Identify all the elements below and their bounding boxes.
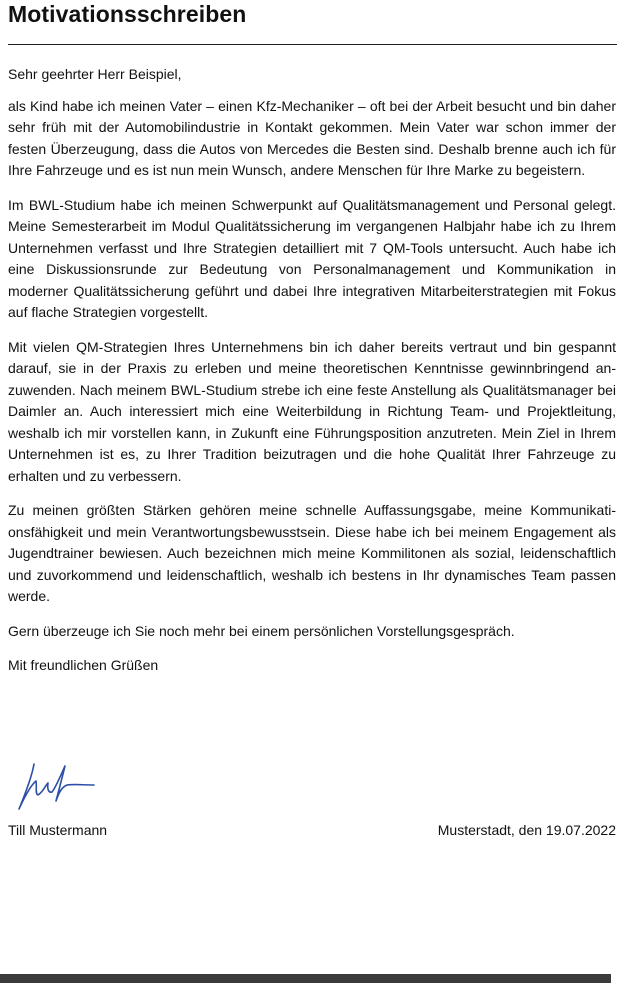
signature-image: [12, 752, 104, 814]
letter-body: [8, 64, 616, 677]
signature-stroke: [19, 764, 94, 809]
paragraph-4: Zu meinen größten Stärken gehören meine schnelle Auffassungsgabe, meine Kommunikationsfähigkeit und mein Verantwortungsbewusstsein. Diese habe ich bei meinem Engagement als Jugendtrainer bewiesen. Auch bezeichnen mich meine Kommilitonen als sozial, leidenschaftlich und zuvorkommend und leidenschaftlich, weshalb ich bestens in Ihr dynamisches Team passen werde.: [8, 502, 616, 604]
paragraph-5: Gern überzeuge ich Sie noch mehr bei einem persönlichen Vorstellungsgespräch.: [8, 622, 515, 639]
paragraph-1: als Kind habe ich meinen Vater – einen Kfz-Mechaniker – oft bei der Arbeit besucht und bin daher sehr früh mit der Automobilindustrie in Kontakt gekommen. Mein Vater war schon immer der festen Überzeugung, dass die Autos von Mercedes die Besten sind. Deshalb brenne auch ich für Ihre Fahrzeuge und es ist nun mein Wunsch, andere Menschen für Ihre Marke zu begeistern.: [8, 97, 616, 178]
paragraph-3: Mit vielen QM-Strategien Ihres Unternehmens bin ich daher bereits vertraut und bin gespannt darauf, sie in der Praxis zu erleben und meine theoretischen Kenntnisse gewinnbringend anzuwenden. Nach meinem BWL-Studium strebe ich eine feste Anstellung als Qualitätsmanager bei Daimler an. Auch interessiert mich eine Weiterbildung in Richtung Team- und Projektleitung, weshalb ich mir vorstellen kann, in Zukunft eine Führungsposition anzutreten. Mein Ziel in Ihrem Unternehmen ist es, zu Ihrer Tradition beizutragen und die hohe Qualität Ihrer Fahrzeuge zu erhalten und zu verbessern.: [8, 338, 616, 484]
place-date: Musterstadt, den 19.07.2022: [437, 822, 616, 838]
paragraph-2: Im BWL-Studium habe ich meinen Schwerpunkt auf Qualitätsmanagement und Personal gelegt. Meine Semesterarbeit im Modul Qualitätssicherung im vergangenen Halbjahr habe ich zu Ihrem Unternehmen verfasst und Ihre Strategien detailliert mit 7 QM-Tools untersucht. Auch habe ich eine Diskussionsrunde zur Bedeutung von Personalmanagement und Kommunikation in moderner Qualitätssicherung geführt und dabei Ihre integrativen Mitarbeiterstrategien mit Fokus auf flache Strategien vorgestellt.: [8, 196, 616, 320]
closing-greeting: Mit freundlichen Grüßen: [8, 657, 159, 673]
sender-name: Till Mustermann: [8, 822, 108, 838]
footer-bar: [0, 974, 611, 983]
document-title: Motivationsschreiben: [8, 1, 247, 27]
salutation: Sehr geehrter Herr Beispiel,: [8, 66, 182, 82]
title-divider: [8, 44, 617, 45]
